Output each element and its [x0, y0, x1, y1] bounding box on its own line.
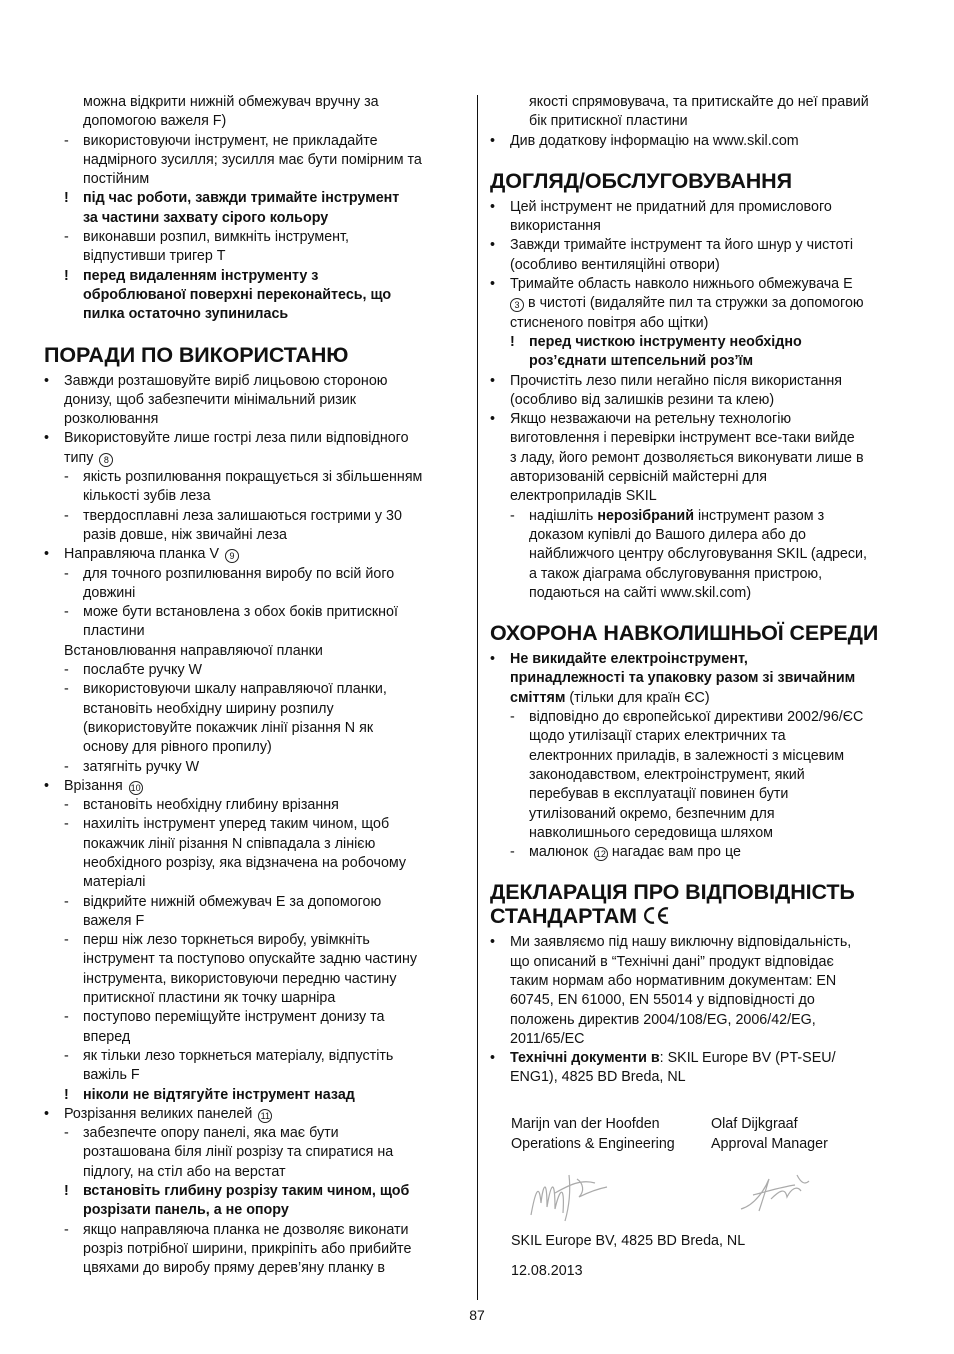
signatory-1-role: Operations & Engineering [511, 1135, 675, 1152]
text-run: : SKIL Europe BV (PT-SEU/ [659, 1050, 836, 1067]
text-run: забезпечте опору панелі, яка має бути [83, 1125, 339, 1142]
text-line [490, 747, 916, 766]
text-run: 60745, EN 61000, EN 55014 у відповідності до [510, 992, 815, 1009]
dash-marker: - [510, 709, 515, 726]
text-line [44, 1105, 468, 1124]
text-line [490, 805, 916, 824]
text-run: перед видаленням інструменту з [83, 267, 319, 284]
right-column [490, 93, 916, 1088]
text-line [44, 410, 468, 429]
text-run: малюнок [529, 844, 588, 861]
text-run: послабте ручку W [83, 662, 203, 679]
figure-ref-icon: 12 [595, 849, 606, 860]
page-number: 87 [469, 1307, 485, 1323]
text-run: разів довше, ніж звичайні леза [83, 526, 287, 543]
text-line [44, 247, 468, 266]
warning-marker: ! [64, 1183, 69, 1200]
text-line [490, 132, 916, 151]
text-line [490, 565, 916, 584]
text-run: донизу, щоб забезпечити мінімальний ризик [64, 391, 357, 408]
bullet-marker: • [490, 411, 496, 428]
dash-marker: - [64, 893, 69, 910]
text-line [490, 410, 916, 429]
text-run: нахиліть інструмент уперед таким чином, щоб [83, 816, 390, 833]
text-line [44, 970, 468, 989]
text-run: щодо утилізації старих електричних та [529, 728, 786, 745]
text-line [490, 689, 916, 708]
figure-ref-icon: 3 [510, 298, 524, 312]
text-run: можна відкрити нижній обмежувач вручну за [83, 94, 379, 110]
text-line [44, 112, 468, 131]
text-line [44, 1221, 468, 1240]
text-line [44, 796, 468, 815]
dash-marker: - [64, 132, 69, 149]
text-run: вперед [83, 1028, 131, 1045]
text-line [490, 256, 916, 275]
dash-marker: - [64, 816, 69, 833]
text-run: розрізати панель, а не опору [83, 1202, 289, 1219]
text-run: що описаний в “Технічні дані” продукт відповідає [510, 953, 834, 970]
text-line [44, 372, 468, 391]
warning-marker: ! [64, 267, 69, 284]
text-run: затягніть ручку W [83, 758, 200, 775]
bullet-marker: • [490, 934, 496, 951]
text-line [44, 189, 468, 208]
text-line [44, 931, 468, 950]
text-run: довжині [83, 584, 136, 601]
text-run: допомогою важеля F) [83, 113, 227, 130]
text-line [44, 305, 468, 324]
text-run: Якщо незважаючи на ретельну технологію [510, 411, 792, 428]
text-run: покажчик лінії різання N співпадала з лінією [83, 835, 376, 852]
text-line [490, 1049, 916, 1068]
text-run: надішліть [529, 507, 598, 524]
text-run: авторизованій сервісній майстерні для [510, 469, 767, 486]
text-run: Використовуйте лише гострі леза пили відповідного [64, 430, 409, 447]
text-run: Тримайте область навколо нижнього обмежувача E [510, 276, 853, 293]
text-run: цвяхами до виробу пряму дерев’яну планку в [83, 1260, 386, 1277]
bullet-marker: • [44, 1105, 50, 1122]
text-run: основу для рівного пропилу) [83, 739, 272, 756]
text-run: необхідного розрізу, яка відзначена на робочому [83, 854, 407, 871]
dash-marker: - [510, 844, 515, 861]
dash-marker: - [64, 604, 69, 621]
text-run: розколювання [64, 411, 159, 428]
text-run: Ми заявляємо під нашу виключну відповідальність, [510, 934, 852, 951]
text-run: Цей інструмент не придатний для промислового [510, 198, 832, 215]
text-run: законодавством, електроінструмент, який [529, 766, 805, 783]
text-line [490, 112, 916, 131]
text-run: відкрийте нижній обмежувач E за допомогою [83, 893, 382, 910]
bullet-marker: • [44, 372, 50, 389]
text-line [490, 275, 916, 294]
text-run: важеля F [83, 912, 145, 929]
text-run: Завжди розташовуйте виріб лицьовою стороною [64, 372, 388, 389]
text-run: бік притискної пластини [529, 113, 688, 130]
text-line [490, 727, 916, 746]
text-run: Див додаткову інформацію на www.skil.com [510, 132, 799, 149]
text-line [490, 217, 916, 236]
text-line [44, 815, 468, 834]
text-run: інструмент разом з [694, 507, 825, 524]
text-line [44, 854, 468, 873]
text-line [44, 170, 468, 189]
text-line [44, 1047, 468, 1066]
text-line [44, 507, 468, 526]
text-line [44, 777, 468, 796]
text-line [490, 198, 916, 217]
text-run: подаються на сайті www.skil.com) [529, 584, 752, 601]
text-line [44, 1182, 468, 1201]
warning-marker: ! [510, 333, 515, 350]
text-line [490, 766, 916, 785]
dash-marker: - [64, 1221, 69, 1238]
text-line [44, 719, 468, 738]
text-line [44, 267, 468, 286]
bullet-marker: • [490, 237, 496, 254]
text-run: електронних приладів, в залежності з місцевим [529, 747, 845, 764]
dash-marker: - [64, 662, 69, 679]
text-line [44, 680, 468, 699]
text-run: встановіть необхідну ширину розпилу [83, 700, 334, 717]
company-line: SKIL Europe BV, 4825 BD Breda, NL [511, 1233, 746, 1249]
text-line [44, 1201, 468, 1220]
text-line [490, 294, 916, 313]
text-line [44, 93, 468, 112]
text-line [44, 565, 468, 584]
text-run: Завжди тримайте інструмент та його шнур у чистоті [510, 237, 853, 254]
text-run: виконавши розпил, вимкніть інструмент, [83, 229, 349, 246]
dash-marker: - [64, 1009, 69, 1026]
text-line [44, 661, 468, 680]
signature-2-image [735, 1169, 815, 1217]
text-line [490, 650, 916, 669]
text-run: використовуючи шкалу направляючої планки, [83, 681, 387, 698]
text-run: може бути встановлена з обох боків притискної [83, 604, 398, 621]
text-line [490, 972, 916, 991]
text-run: (особливо від залишків резини та клею) [510, 391, 775, 408]
text-line [490, 391, 916, 410]
left-column [44, 93, 468, 1279]
text-run: відповідно до європейської директиви 2002/96/ЄС [529, 709, 864, 726]
figure-ref-icon: 10 [130, 782, 141, 793]
text-run: надмірного зусилля; зусилля має бути помірним та [83, 151, 422, 168]
text-run: в чистоті (видаляйте пил та стружки за допомогою [528, 295, 864, 312]
text-line [44, 228, 468, 247]
text-run: інструмент та поступово опускайте задню частину [83, 951, 418, 968]
text-line [44, 391, 468, 410]
signature-block [511, 1115, 911, 1279]
text-line [490, 933, 916, 952]
text-line [44, 526, 468, 545]
bullet-marker: • [490, 1050, 496, 1067]
text-run: відпустивши тригер T [83, 248, 226, 265]
text-run: Направляюча планка V [64, 546, 220, 563]
text-line [44, 209, 468, 228]
text-run: використання [510, 218, 601, 235]
dash-marker: - [64, 932, 69, 949]
text-run: якості спрямовувача, та притискайте до неї правий [529, 94, 869, 110]
spacer [490, 603, 916, 621]
text-run: таким нормам або нормативним документам: EN [510, 972, 837, 989]
text-run: нагадає вам про це [607, 844, 741, 861]
text-run: перебував в експлуатації повинен бути [529, 786, 789, 803]
text-line [44, 1240, 468, 1259]
dash-marker: - [64, 797, 69, 814]
warning-marker: ! [64, 190, 69, 207]
text-line [44, 151, 468, 170]
dash-marker: - [64, 229, 69, 246]
text-line [44, 758, 468, 777]
text-run: важіль F [83, 1067, 140, 1084]
text-line [490, 372, 916, 391]
section-heading [490, 880, 916, 904]
text-run: Врізання [64, 777, 123, 794]
text-run: Прочистіть лезо пили негайно після використання [510, 372, 842, 389]
text-run: 2011/65/EC [510, 1030, 585, 1047]
dash-marker: - [64, 1047, 69, 1064]
dash-marker: - [64, 565, 69, 582]
text-line [44, 989, 468, 1008]
text-run: Технічні документи в [510, 1050, 660, 1067]
text-line [44, 1124, 468, 1143]
text-run: стисненого повітря або щітки) [510, 314, 709, 331]
text-line [44, 545, 468, 564]
text-line [44, 449, 468, 468]
text-line [44, 1143, 468, 1162]
section-heading-text: ОХОРОНА НАВКОЛИШНЬОЇ СЕРЕДИ [490, 621, 879, 646]
text-run: підлогу, на стіл або на верстат [83, 1163, 286, 1180]
text-run: доказом купівлі до Вашого дилера або до [529, 526, 806, 543]
text-line [44, 1008, 468, 1027]
text-line [490, 843, 916, 862]
text-line [490, 1068, 916, 1087]
text-line [44, 622, 468, 641]
text-line [490, 236, 916, 255]
text-run: утилізований окремо, безпечним для [529, 805, 775, 822]
bullet-marker: • [490, 651, 496, 668]
text-run: для точного розпилювання виробу по всій його [83, 565, 395, 582]
text-run: твердосплавні леза залишаються гострими у 30 [83, 507, 402, 524]
text-line [44, 1066, 468, 1085]
bullet-marker: • [44, 430, 50, 447]
column-divider [477, 95, 478, 1300]
text-line [490, 708, 916, 727]
text-run: постійним [83, 171, 150, 188]
warning-marker: ! [64, 1086, 69, 1103]
figure-ref-icon: 9 [225, 549, 239, 563]
text-run: а також діаграма обслуговування пристрою, [529, 565, 823, 582]
bullet-marker: • [44, 546, 50, 563]
bullet-marker: • [490, 198, 496, 215]
dash-marker: - [64, 507, 69, 524]
text-run: сміттям [510, 689, 566, 706]
text-line [44, 1163, 468, 1182]
text-line [44, 950, 468, 969]
section-heading [490, 904, 916, 928]
text-run: Встановлювання направляючої планки [64, 642, 323, 659]
text-line [490, 352, 916, 371]
signatory-1-name: Marijn van der Hoofden [511, 1116, 660, 1132]
text-line [44, 642, 468, 661]
text-run: типу [64, 449, 94, 466]
text-run: навколишнього середовища шляхом [529, 824, 773, 841]
ce-mark-icon [643, 906, 671, 925]
text-line [490, 545, 916, 564]
dash-marker: - [64, 681, 69, 698]
text-line [44, 1086, 468, 1105]
text-run: нерозібраний [597, 507, 694, 524]
dash-marker: - [64, 758, 69, 775]
text-run: (особливо вентиляційні отвори) [510, 256, 720, 273]
section-heading [44, 343, 468, 367]
section-heading-text: ДОГЛЯД/ОБСЛУГОВУВАННЯ [490, 168, 792, 193]
spacer [44, 325, 468, 343]
section-heading-text: ПОРАДИ ПО ВИКОРИСТАНЮ [44, 342, 349, 367]
text-line [490, 507, 916, 526]
text-run: електроприладів SKIL [510, 488, 657, 505]
text-line [44, 1028, 468, 1047]
signatory-2 [711, 1115, 911, 1154]
text-line [490, 487, 916, 506]
text-run: встановіть необхідну глибину врізання [83, 797, 339, 814]
text-run: (використовуйте покажчик лінії різання N як [83, 719, 374, 736]
figure-ref-icon: 11 [258, 1109, 272, 1123]
text-line [44, 700, 468, 719]
text-line [490, 526, 916, 545]
text-run: положень директив 2004/108/EG, 2006/42/EG, [510, 1011, 816, 1028]
dash-marker: - [64, 469, 69, 486]
text-line [44, 468, 468, 487]
text-run: використовуючи інструмент, не прикладайте [83, 132, 378, 149]
text-line [44, 487, 468, 506]
spacer [490, 862, 916, 880]
bullet-marker: • [44, 777, 50, 794]
text-line [44, 429, 468, 448]
text-line [490, 669, 916, 688]
text-run: під час роботи, завжди тримайте інструмент [83, 190, 400, 207]
section-heading [490, 169, 916, 193]
signatory-1 [511, 1115, 711, 1154]
text-run: Розрізання великих панелей [64, 1105, 253, 1122]
text-run: принадлежності та упаковку разом зі звичайним [510, 670, 856, 687]
text-line [44, 603, 468, 622]
text-run: пластини [83, 623, 145, 640]
text-run: матеріалі [83, 874, 146, 891]
text-run: пилка остаточно зупинилась [83, 306, 289, 323]
text-line [490, 953, 916, 972]
text-run: як тільки лезо торкнеться матеріалу, відпустіть [83, 1047, 394, 1064]
text-run: виготовлення і перевірки інструмент все-таки вийде [510, 430, 855, 447]
text-run: (тільки для країн ЄС) [565, 689, 710, 706]
figure-ref-icon: 8 [99, 453, 113, 467]
text-line [490, 314, 916, 333]
text-run: поступово переміщуйте інструмент донизу та [83, 1009, 385, 1026]
text-run: з ладу, його ремонт дозволяється виконувати лише в [510, 449, 864, 466]
dash-marker: - [510, 507, 515, 524]
text-line [490, 584, 916, 603]
text-run: оброблюваної поверхні переконайтесь, що [83, 286, 392, 303]
spacer [490, 151, 916, 169]
bullet-marker: • [490, 132, 496, 149]
text-run: встановіть глибину розрізу таким чином, щоб [83, 1183, 410, 1200]
text-line [490, 468, 916, 487]
text-run: найближчого центру обслуговування SKIL (адреси, [529, 546, 867, 563]
text-run: перш ніж лезо торкнеться виробу, увімкніть [83, 932, 370, 949]
bullet-marker: • [490, 276, 496, 293]
text-line [44, 738, 468, 757]
text-line [44, 835, 468, 854]
text-run: ніколи не відтягуйте інструмент назад [83, 1086, 355, 1103]
text-line [44, 132, 468, 151]
text-run: за частини захвату сірого кольору [83, 209, 329, 226]
signatory-2-name: Olaf Dijkgraaf [711, 1116, 798, 1132]
text-run: роз’єднати штепсельний роз’їм [529, 353, 754, 370]
text-line [490, 991, 916, 1010]
text-line [490, 824, 916, 843]
text-line [44, 1259, 468, 1278]
dash-marker: - [64, 1125, 69, 1142]
text-run: розріз потрібної ширини, прикріпіть або прибийте [83, 1240, 412, 1257]
signatory-2-role: Approval Manager [711, 1135, 828, 1152]
text-run: притискної пластини як точку шарніра [83, 990, 336, 1007]
declaration-date: 12.08.2013 [511, 1263, 583, 1279]
text-line [44, 286, 468, 305]
text-run: інструмента, використовуючи передню частину [83, 970, 397, 987]
text-line [490, 449, 916, 468]
section-heading [490, 621, 916, 645]
text-line [490, 785, 916, 804]
text-line [490, 93, 916, 112]
section-heading-text: СТАНДАРТАМ [490, 904, 637, 929]
text-run: перед чисткою інструменту необхідно [529, 333, 802, 350]
section-heading-text: ДЕКЛАРАЦІЯ ПРО ВІДПОВІДНІСТЬ [490, 880, 855, 905]
text-run: якість розпилювання покращується зі збільшенням [83, 469, 423, 486]
text-line [44, 912, 468, 931]
text-line [490, 1030, 916, 1049]
text-line [490, 1011, 916, 1030]
text-run: Не викидайте електроінструмент, [510, 651, 748, 668]
text-run: кількості зубів леза [83, 488, 211, 505]
text-line [44, 873, 468, 892]
text-line [44, 893, 468, 912]
text-run: ENG1), 4825 BD Breda, NL [510, 1069, 686, 1086]
text-line [490, 333, 916, 352]
bullet-marker: • [490, 372, 496, 389]
signature-1-image [525, 1163, 615, 1225]
text-run: якщо направляюча планка не дозволяє виконати [83, 1221, 409, 1238]
text-line [44, 584, 468, 603]
text-run: розташована біля лінії розрізу та спиратися на [83, 1144, 394, 1161]
text-line [490, 429, 916, 448]
